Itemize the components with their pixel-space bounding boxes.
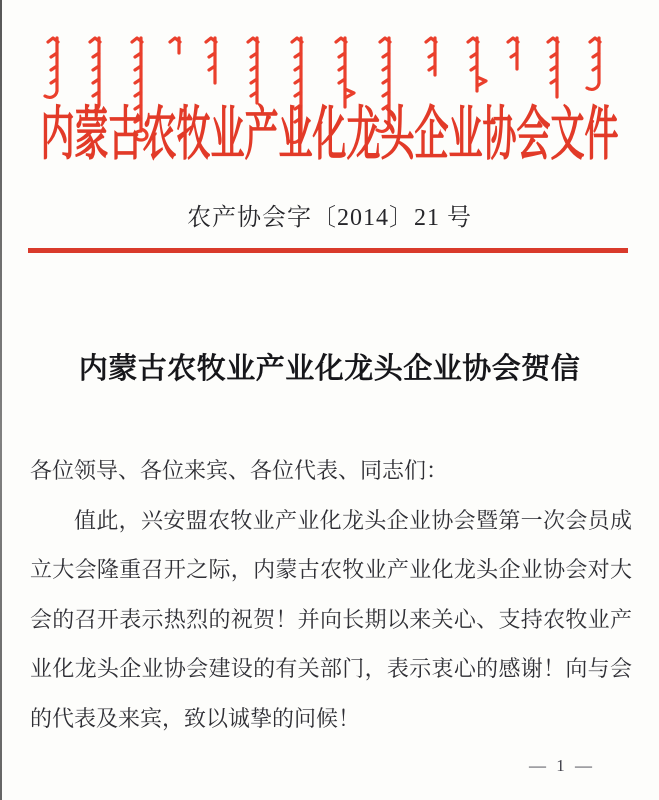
letter-heading: 内蒙古农牧业产业化龙头企业协会贺信 bbox=[78, 353, 581, 385]
salutation: 各位领导、各位来宾、各位代表、同志们： bbox=[30, 458, 449, 483]
letter-paragraph: 值此，兴安盟农牧业产业化龙头企业协会暨第一次会员成立大会隆重召开之际，内蒙古农牧业产业化龙头企业协会对大会的召开表示热烈的祝贺！并向长期以来关心、支持农牧业产业化龙头企业协会建设的有关部门，表示衷心的感谢！向与会的代表及来宾，致以诚挚的问候！ bbox=[30, 507, 632, 731]
letterhead-divider bbox=[28, 248, 628, 253]
letter-body bbox=[30, 446, 632, 744]
letterhead-title: 内蒙古农牧业产业化龙头企业协会文件 bbox=[40, 104, 619, 168]
page-number: — 1 — bbox=[529, 756, 595, 775]
document-number: 农产协会字〔2014〕21 号 bbox=[187, 205, 472, 231]
